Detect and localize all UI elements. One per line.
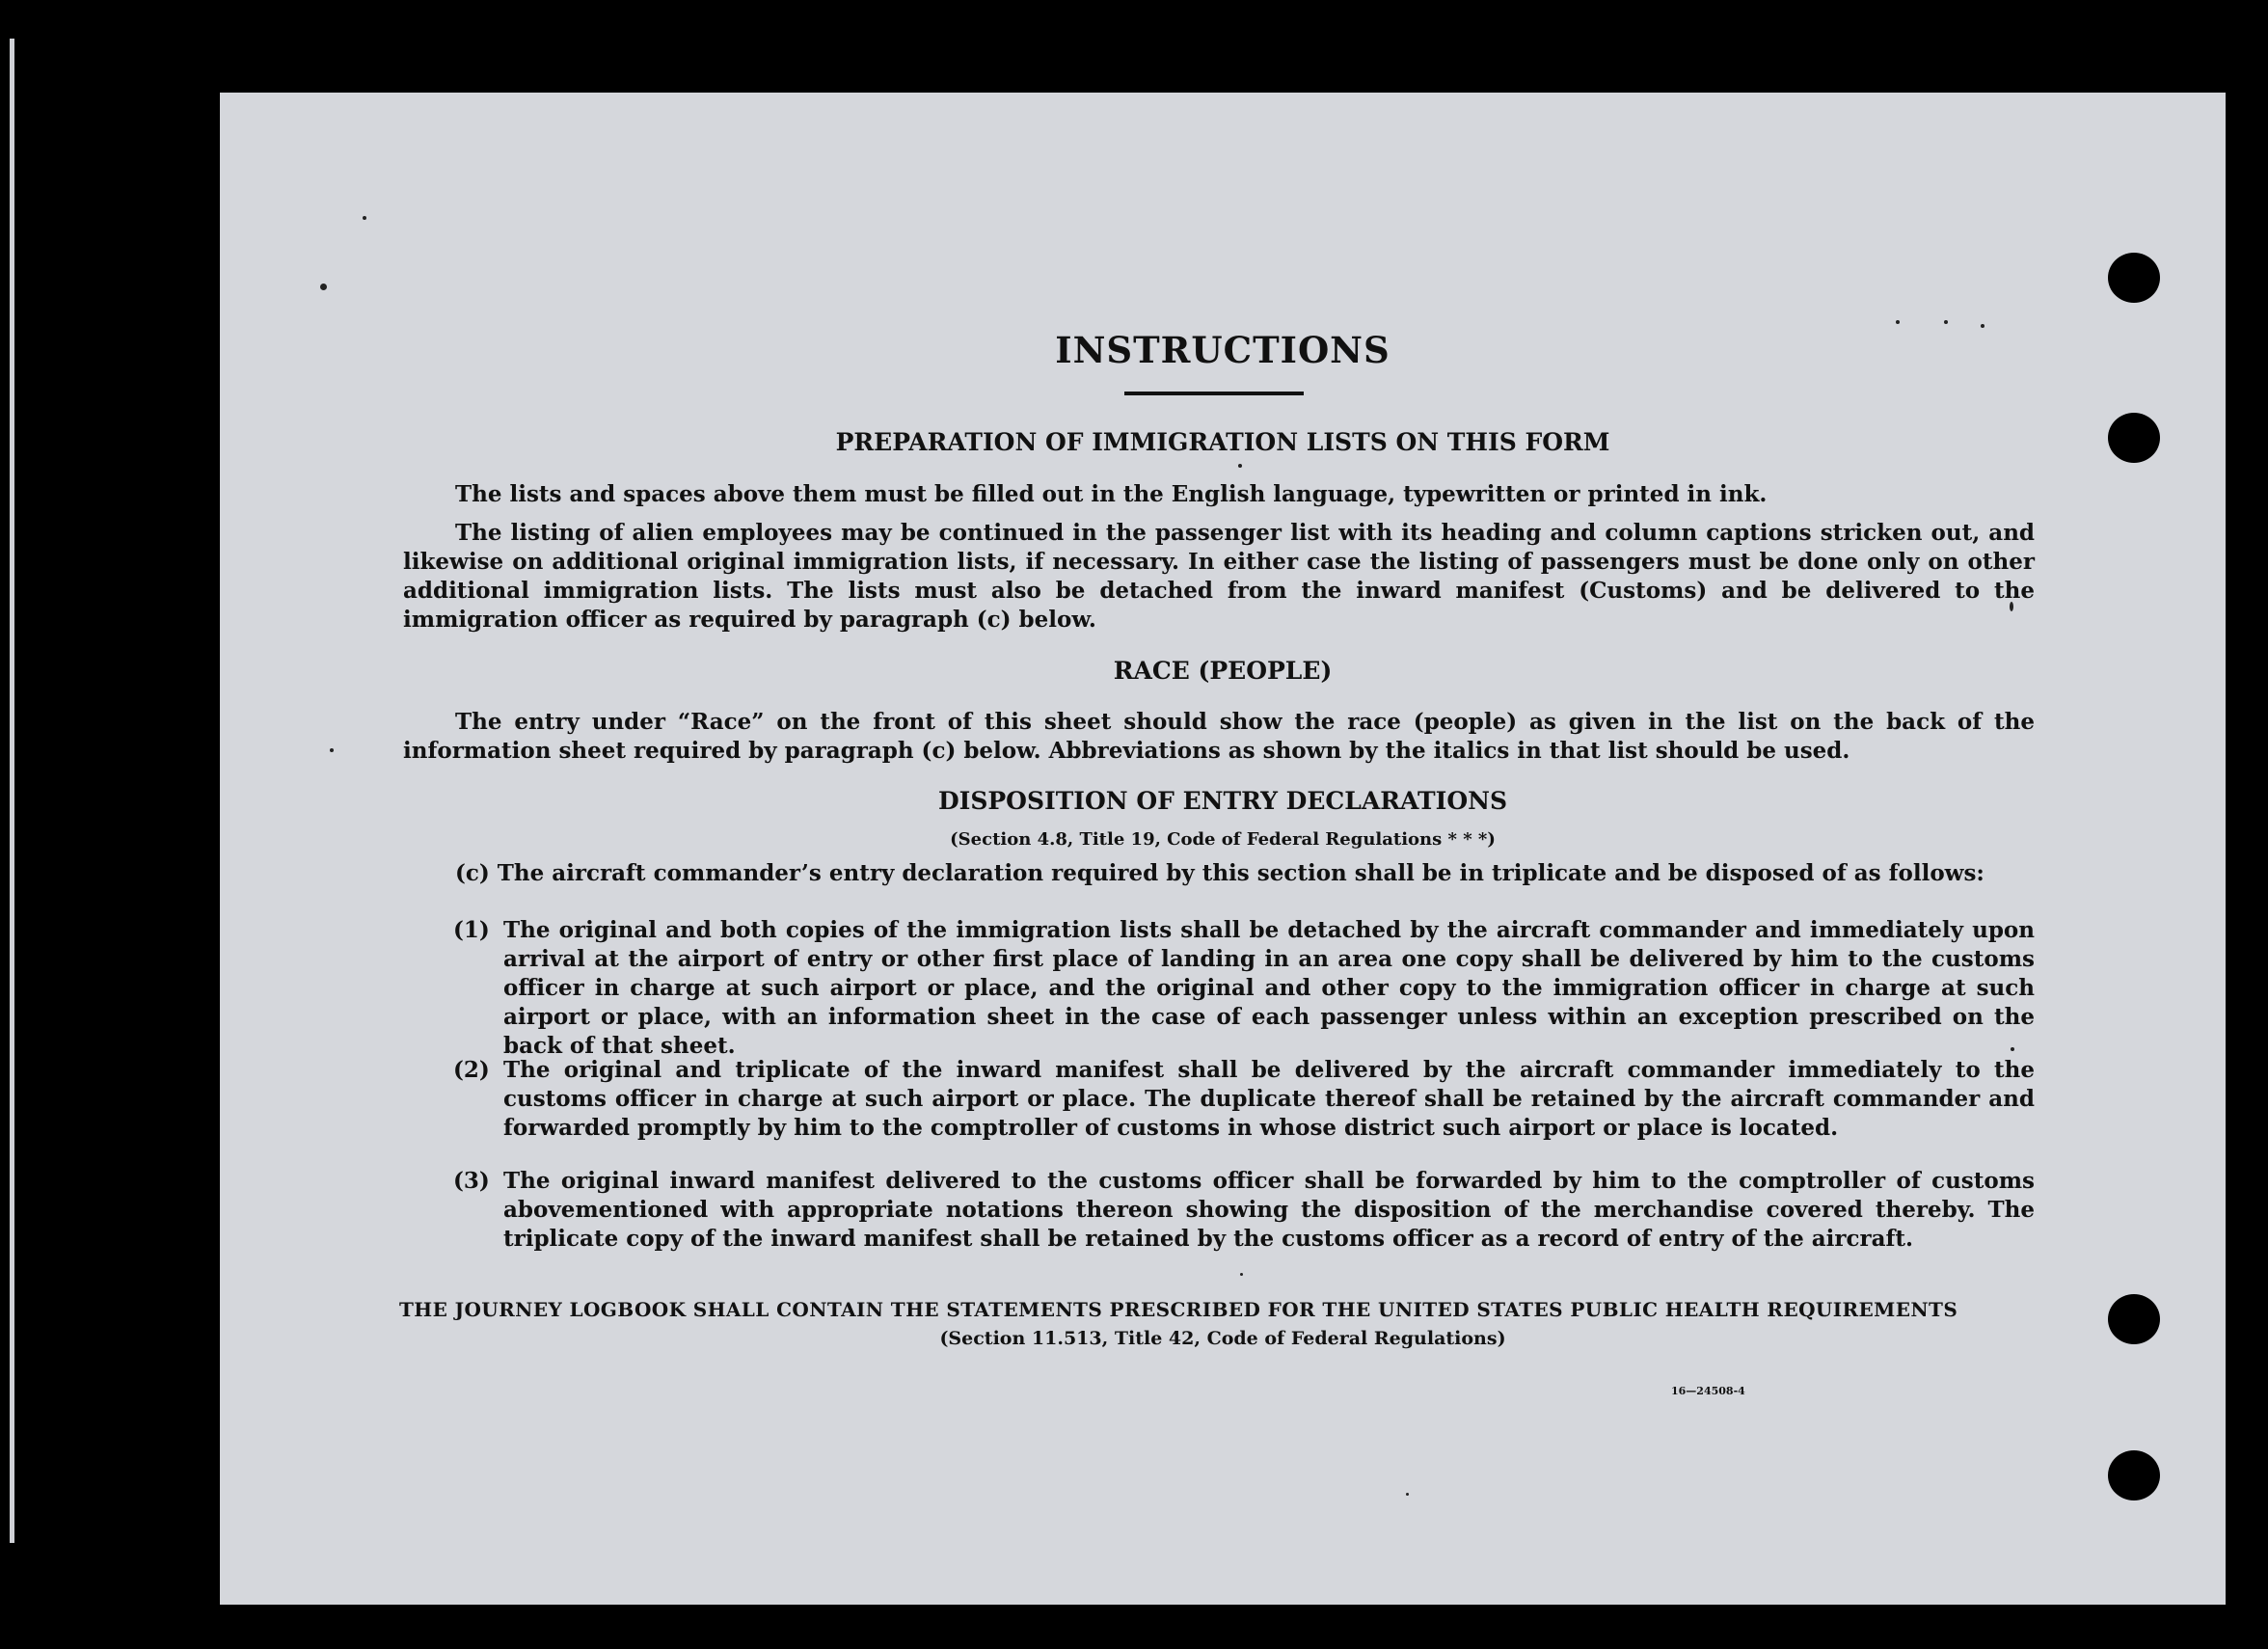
form-number: 16—24508-4	[1671, 1385, 1745, 1397]
preparation-paragraph-2: The listing of alien employees may be continued in the passenger list with its heading and column captions stricken out, and likewise on additional original immigration lists, if necessary. In either case the listing of passengers must be done only on other additional immigration lists. The lists must also be detached from the inward manifest (Customs) and be delivered to the immigration officer as required by paragraph (c) below.	[403, 520, 2035, 633]
disposition-heading: DISPOSITION OF ENTRY DECLARATIONS	[937, 787, 1508, 815]
instructions-content	[220, 93, 2226, 1605]
footer-statement: THE JOURNEY LOGBOOK SHALL CONTAIN THE STATEMENTS PRESCRIBED FOR THE UNITED STATES PUBLIC HEALTH REQUIREMENTS	[399, 1298, 1958, 1321]
document-page	[220, 93, 2226, 1605]
disposition-reference: (Section 4.8, Title 19, Code of Federal Regulations * * *)	[950, 829, 1496, 850]
footer-reference: (Section 11.513, Title 42, Code of Federal Regulations)	[939, 1328, 1506, 1349]
disposition-item-1	[453, 916, 2035, 1061]
page-title: INSTRUCTIONS	[1055, 329, 1390, 371]
item-text: The original and both copies of the immigration lists shall be detached by the aircraft commander and immediately upon arrival at the airport of entry or other first place of landing in an area one copy shall be delivered by him to the customs officer in charge at such airport or place, and the original and other copy to the immigration officer in charge at such airport or place, with an information sheet in the case of each passenger unless within an exception prescribed on the back of that sheet.	[503, 917, 2035, 1059]
race-heading: RACE (PEOPLE)	[1113, 657, 1333, 685]
item-text: The original inward manifest delivered to the customs officer shall be forwarded by him to the comptroller of customs abovementioned with appropriate notations thereon showing the disposition of the merchandise covered thereby. The triplicate copy of the inward manifest shall be retained by the customs officer as a record of entry of the aircraft.	[503, 1168, 2035, 1252]
title-underline	[1124, 392, 1304, 395]
disposition-intro: (c) The aircraft commander’s entry declaration required by this section shall be in triplicate and be disposed of as follows:	[455, 860, 1984, 886]
item-number: (2)	[453, 1057, 490, 1083]
scan-left-edge	[10, 39, 14, 1543]
preparation-heading: PREPARATION OF IMMIGRATION LISTS ON THIS FORM	[835, 428, 1610, 456]
item-number: (3)	[453, 1168, 490, 1194]
item-text: The original and triplicate of the inward manifest shall be delivered by the aircraft commander immediately to the customs officer in charge at such airport or place. The duplicate thereof shall be retained by the aircraft commander and forwarded promptly by him to the comptroller of customs in whose district such airport or place is located.	[503, 1057, 2035, 1141]
disposition-item-3	[453, 1167, 2035, 1254]
item-number: (1)	[453, 917, 490, 943]
preparation-paragraph-1: The lists and spaces above them must be filled out in the English language, typewritten or printed in ink.	[455, 481, 1768, 507]
race-paragraph: The entry under “Race” on the front of this sheet should show the race (people) as given in the list on the back of the information sheet required by paragraph (c) below. Abbreviations as shown by the italics in that list should be used.	[403, 709, 2035, 764]
disposition-item-2	[453, 1056, 2035, 1143]
